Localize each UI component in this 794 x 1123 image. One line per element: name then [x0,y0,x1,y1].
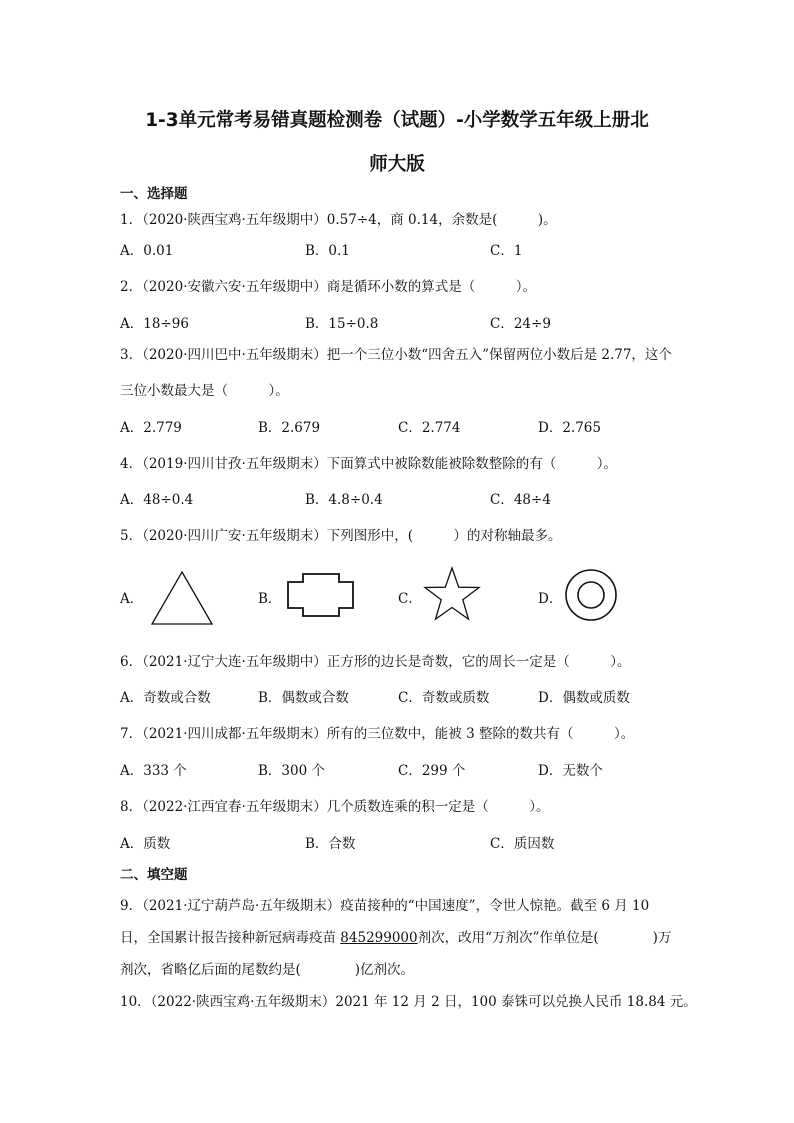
q3-option-c: C．2.774 [398,420,461,436]
question-9: 9．（2021·辽宁葫芦岛·五年级期末）疫苗接种的“中国速度”，令世人惊艳。截至 6 月 10 [120,898,650,914]
ring-shape [563,567,619,623]
question-3: 3．（2020·四川巴中·五年级期末）把一个三位小数“四舍五入”保留两位小数后是 2.77，这个 [120,347,672,363]
question-8: 8．（2022·江西宜春·五年级期末）几个质数连乘的积一定是（ ）。 [120,799,550,815]
question-6: 6．（2021·辽宁大连·五年级期中）正方形的边长是奇数，它的周长一定是（ ）。 [120,654,631,670]
question-3-continued: 三位小数最大是（ ）。 [120,383,289,399]
section-heading-fill: 二、填空题 [120,867,188,883]
page-title-continued: 师大版 [369,154,425,175]
triangle-shape [150,570,214,626]
q3-option-d: D．2.765 [538,420,601,436]
q5-option-b: B． [258,591,282,607]
q8-option-b: B．合数 [305,836,356,852]
q2-option-b: B．15÷0.8 [305,316,379,332]
question-5: 5．（2020·四川广安·五年级期末）下列图形中，( ）的对称轴最多。 [120,528,562,544]
q6-option-c: C．奇数或质数 [398,690,490,706]
q5-option-d: D． [538,591,563,607]
q8-option-c: C．质因数 [490,836,555,852]
q6-option-b: B．偶数或合数 [258,690,349,706]
q7-option-b: B．300 个 [258,763,325,779]
q3-option-b: B．2.679 [258,420,321,436]
q5-option-c: C． [398,591,422,607]
q9-underlined-number: 845299000 [340,930,418,946]
question-4: 4．（2019·四川甘孜·五年级期末）下面算式中被除数能被除数整除的有（ ）。 [120,456,618,472]
q9-text-pre: 日，全国累计报告接种新冠病毒疫苗 [120,930,341,946]
q2-option-c: C．24÷9 [490,316,551,332]
question-2: 2．（2020·安徽六安·五年级期中）商是循环小数的算式是（ ）。 [120,279,537,295]
star-shape [422,566,482,622]
question-10: 10．（2022·陕西宝鸡·五年级期末）2021 年 12 月 2 日，100 泰铢可以兑换人民币 18.84 元。 [120,994,697,1010]
q1-option-c: C．1 [490,243,523,259]
q7-option-c: C．299 个 [398,763,466,779]
q6-option-d: D．偶数或质数 [538,690,630,706]
q4-option-c: C．48÷4 [490,492,551,508]
q1-option-b: B．0.1 [305,243,350,259]
q2-option-a: A．18÷96 [120,316,189,332]
q6-option-a: A．奇数或合数 [120,690,211,706]
q1-option-a: A．0.01 [120,243,174,259]
q7-option-d: D．无数个 [538,763,603,779]
q4-option-a: A．48÷0.4 [120,492,194,508]
question-9-line-3: 剂次，省略亿后面的尾数约是( )亿剂次。 [120,962,415,978]
question-1: 1．（2020·陕西宝鸡·五年级期中）0.57÷4，商 0.14，余数是( )。 [120,212,557,228]
q8-option-a: A．质数 [120,836,171,852]
question-9-line-2 [120,926,671,946]
q4-option-b: B．4.8÷0.4 [305,492,383,508]
q5-option-a: A． [120,591,144,607]
section-heading-choice: 一、选择题 [120,186,188,202]
q7-option-a: A．333 个 [120,763,187,779]
cross-shape [285,572,357,618]
q3-option-a: A．2.779 [120,420,182,436]
question-7: 7．（2021·四川成都·五年级期末）所有的三位数中，能被 3 整除的数共有（ ）。 [120,726,635,742]
page-title: 1-3单元常考易错真题检测卷（试题）-小学数学五年级上册北 [145,110,649,131]
q9-text-post: 剂次，改用“万剂次”作单位是( )万 [417,930,672,946]
